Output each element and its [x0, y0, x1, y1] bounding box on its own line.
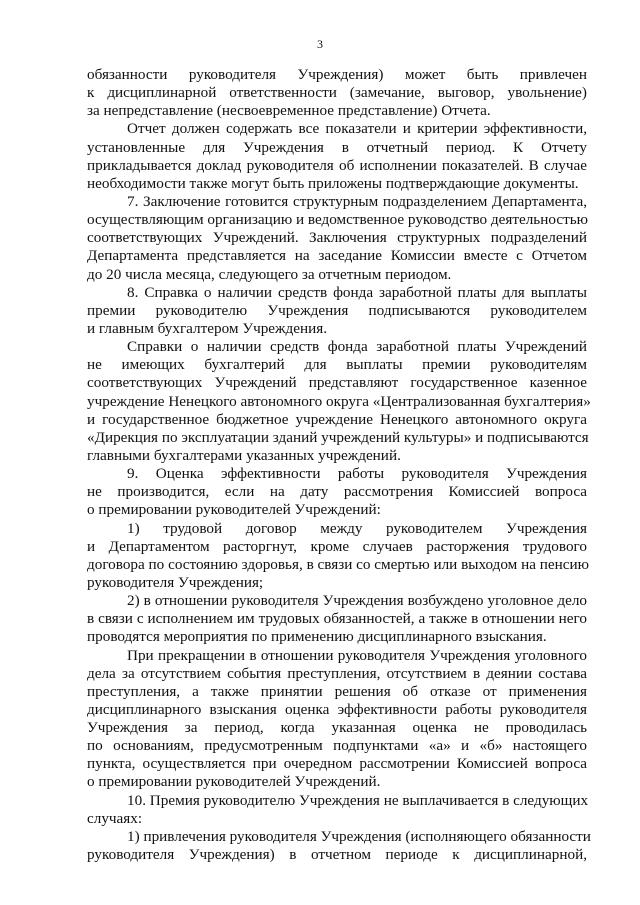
text-line: установленные для Учреждения в отчетный период. К Отчету	[87, 138, 587, 156]
text-line: и государственное бюджетное учреждение Ненецкого автономного округа	[87, 410, 587, 428]
text-line: обязанности руководителя Учреждения) может быть привлечен	[87, 66, 587, 83]
paragraph	[87, 284, 587, 338]
text-line: случаях:	[87, 809, 143, 827]
text-line: 7. Заключение готовится структурным подразделением Департамента,	[127, 192, 587, 210]
text-line: 8. Справка о наличии средств фонда заработной платы для выплаты	[127, 283, 587, 301]
text-line: о премировании руководителей Учреждений:	[87, 501, 381, 519]
text-line: не имеющих бухгалтерий для выплаты премии руководителям	[87, 356, 587, 374]
text-line: При прекращении в отношении руководителя Учреждения уголовного	[127, 646, 587, 664]
paragraph	[87, 792, 587, 828]
text-line: не производится, если на дату рассмотрения Комиссией вопроса	[87, 483, 587, 501]
text-line: премии руководителю Учреждения подписываются руководителем	[87, 301, 587, 319]
paragraph	[87, 465, 587, 519]
text-line: 1) привлечения руководителя Учреждения (исполняющего обязанности	[127, 827, 591, 845]
document-body	[87, 66, 591, 864]
paragraph	[87, 827, 591, 864]
paragraph	[87, 520, 587, 593]
text-line: учреждение Ненецкого автономного округа «Централизованная бухгалтерия»	[87, 392, 591, 410]
text-line: до 20 числа месяца, следующего за отчетным периодом.	[87, 265, 452, 283]
text-line: соответствующих Учреждений представляют государственное казенное	[87, 374, 587, 392]
text-line: дисциплинарного взыскания оценка эффективности работы руководителя	[87, 700, 587, 718]
text-line: в связи с исполнением им трудовых обязанностей, а также в отношении него	[87, 610, 587, 628]
paragraph	[87, 120, 587, 193]
text-line: Департамента представляется на заседание Комиссии вместе с Отчетом	[87, 247, 587, 265]
paragraph	[87, 647, 587, 792]
paragraph	[87, 66, 587, 120]
text-line: по основаниям, предусмотренным подпунктами «а» и «б» настоящего	[87, 737, 587, 755]
text-line: и главным бухгалтером Учреждения.	[87, 319, 328, 337]
page-number: 3	[317, 37, 323, 51]
text-line: 2) в отношении руководителя Учреждения возбуждено уголовное дело	[127, 592, 587, 610]
text-line: руководителя Учреждения) в отчетном периоде к дисциплинарной,	[87, 846, 587, 864]
text-line: необходимости также могут быть приложены подтверждающие документы.	[87, 174, 579, 192]
text-line: руководителя Учреждения;	[87, 573, 264, 591]
text-line: о премировании руководителей Учреждений.	[87, 773, 381, 791]
text-line: преступления, а также принятии решения об отказе от применения	[87, 682, 587, 700]
text-line: осуществляющим организацию и ведомственное руководство деятельностью	[87, 211, 588, 229]
text-line: 1) трудовой договор между руководителем Учреждения	[127, 519, 587, 537]
text-line: Справки о наличии средств фонда заработной платы Учреждений	[127, 338, 587, 356]
text-line: за непредставление (несвоевременное представление) Отчета.	[87, 102, 491, 120]
text-line: прикладывается доклад руководителя об исполнении показателей. В случае	[87, 156, 587, 174]
text-line: «Дирекция по эксплуатации зданий учреждений культуры» и подписываются	[87, 428, 589, 446]
text-line: договора по состоянию здоровья, в связи со смертью или выходом на пенсию	[87, 555, 589, 573]
text-line: главными бухгалтерами указанных учреждений.	[87, 446, 401, 464]
text-line: пункта, осуществляется при очередном рассмотрении Комиссией вопроса	[87, 755, 587, 773]
paragraph	[87, 592, 587, 646]
text-line: к дисциплинарной ответственности (замечание, выговор, увольнение)	[87, 84, 587, 102]
text-line: дела за отсутствием события преступления, отсутствием в деянии состава	[87, 664, 587, 682]
text-line: Отчет должен содержать все показатели и критерии эффективности,	[127, 120, 587, 138]
text-line: соответствующих Учреждений. Заключения структурных подразделений	[87, 229, 587, 247]
paragraph	[87, 193, 587, 284]
text-line: Учреждения за период, когда указанная оценка не проводилась	[87, 719, 587, 737]
text-line: проводятся мероприятия по применению дисциплинарного взыскания.	[87, 628, 547, 646]
text-line: и Департаментом расторгнут, кроме случаев расторжения трудового	[87, 537, 587, 555]
text-line: 9. Оценка эффективности работы руководителя Учреждения	[127, 465, 587, 483]
paragraph	[87, 338, 591, 465]
text-line: 10. Премия руководителю Учреждения не выплачивается в следующих	[127, 791, 589, 809]
